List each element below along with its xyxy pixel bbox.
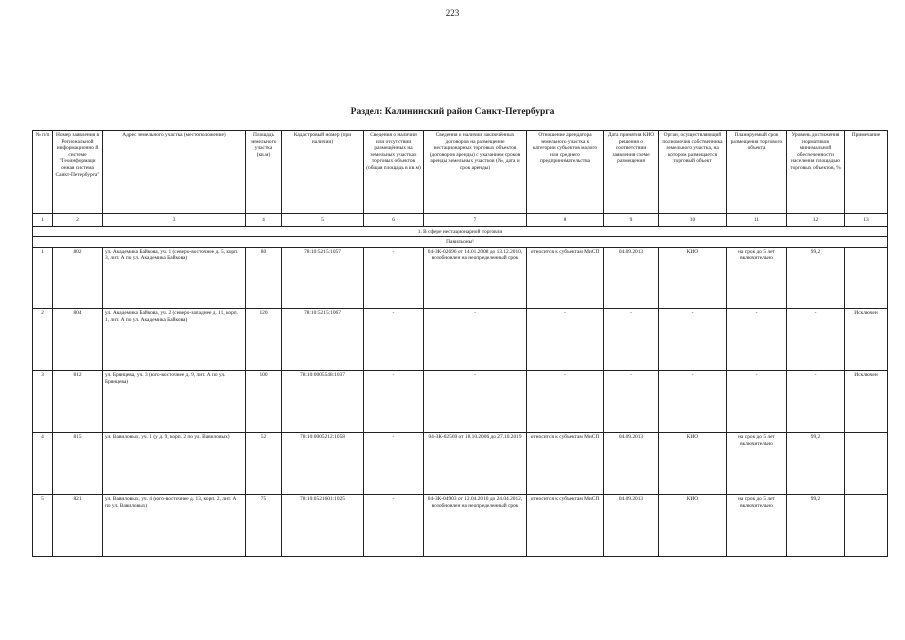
cell-address: ул. Академика Байкова, уч. 1 (северо-восточнее д. 5, корп. 3, лит. А по ул. Академика Байкова) [103,247,246,309]
cell-cadastral-number: 78:10:0005548:1037 [282,371,364,433]
cell-application-number: 821 [53,495,103,557]
cell-application-number: 812 [53,371,103,433]
column-number: 6 [364,214,424,227]
cell-cadastral-number: 78:10:5215:1057 [282,247,364,309]
column-header: Орган, осуществляющий полномочия собственника земельного участка, на котором размещается торговый объект [659,131,727,214]
column-header: Адрес земельного участка (местоположение) [103,131,246,214]
cell-contracts: 04-ЗК-04903 от 12.04.2010 до 24.04.2012, возобновлен на неопределенный срок [424,495,527,557]
column-header: Отношение арендатора земельного участка к категории субъектов малого или среднего предпринимательства [527,131,604,214]
cell-tenant-category: относится к субъектам МиСП [527,495,604,557]
page-number: 223 [445,8,460,18]
register-table [32,130,888,557]
column-number: 11 [727,214,787,227]
cell-planned-term: на срок до 5 лет включительно [727,433,787,495]
cell-planned-term: на срок до 5 лет включительно [727,495,787,557]
cell-authority: - [659,371,727,433]
cell-planned-term: на срок до 5 лет включительно [727,247,787,309]
cell-existing-objects: - [364,247,424,309]
cell-tenant-category: - [527,371,604,433]
cell-provision-level: - [787,371,845,433]
cell-tenant-category: относится к субъектам МиСП [527,433,604,495]
cell-address: ул. Академика Байкова, уч. 2 (северо-западнее д. 11, корп. 1, лит. А по ул. Академика Байкова) [103,309,246,371]
cell-decision-date: - [604,371,659,433]
table-row [33,247,888,309]
cell-cadastral-number: 78:10:0005212:1058 [282,433,364,495]
cell-note [845,433,888,495]
cell-area: 52 [246,433,282,495]
cell-note: Исключен [845,309,888,371]
column-number: 12 [787,214,845,227]
cell-existing-objects: - [364,371,424,433]
cell-contracts: - [424,309,527,371]
column-number: 13 [845,214,888,227]
cell-existing-objects: - [364,309,424,371]
cell-area: 80 [246,247,282,309]
cell-application-number: 804 [53,309,103,371]
column-number-row [33,214,888,227]
column-number: 9 [604,214,659,227]
subsection-row [33,237,888,247]
cell-index: 1 [33,247,53,309]
cell-authority: - [659,309,727,371]
cell-application-number: 802 [53,247,103,309]
column-header: Дата принятия КИО решения о соответствии заявления схеме размещения [604,131,659,214]
column-number: 3 [103,214,246,227]
cell-index: 3 [33,371,53,433]
column-number: 8 [527,214,604,227]
cell-authority: КИО [659,247,727,309]
cell-address: ул. Вавиловых, уч. 1 (у д. 9, корп. 2 по ул. Вавиловых) [103,433,246,495]
column-header: Кадастровый номер (при наличии) [282,131,364,214]
column-header: Примечание [845,131,888,214]
cell-authority: КИО [659,433,727,495]
column-number: 2 [53,214,103,227]
page-title: Раздел: Калининский район Санкт-Петербурга [350,107,555,117]
cell-note [845,495,888,557]
column-header: Площадь земельного участка (кв.м) [246,131,282,214]
column-header: Планируемый срок размещения торгового объекта [727,131,787,214]
cell-index: 4 [33,433,53,495]
section-title: 1. В сфере нестационарной торговли [33,227,888,237]
cell-area: 75 [246,495,282,557]
column-header: Сведения о наличии заключённых договоров на размещение нестационарных торговых объектов (договоров аренды) с указанием сроков аренды земельных участков (№, дата и срок аренды) [424,131,527,214]
cell-contracts: - [424,371,527,433]
cell-area: 120 [246,309,282,371]
cell-planned-term: - [727,371,787,433]
cell-application-number: 815 [53,433,103,495]
cell-address: ул. Брянцева, уч. 3 (юго-восточнее д. 9, лит. А по ул. Брянцева) [103,371,246,433]
cell-note: Исключен [845,371,888,433]
column-header: Сведения о наличии или отсутствии размещённых на земельных участках торговых объектов (общая площадь в кв.м) [364,131,424,214]
cell-decision-date: 04.09.2013 [604,495,659,557]
cell-decision-date: 04.09.2013 [604,247,659,309]
cell-provision-level: - [787,309,845,371]
cell-index: 5 [33,495,53,557]
cell-cadastral-number: 78:10:5215:1067 [282,309,364,371]
column-number: 1 [33,214,53,227]
section-row [33,227,888,237]
cell-existing-objects: - [364,495,424,557]
cell-contracts: 04-ЗК-02696 от 14.01.2008 до 13.12.2010, возобновлен на неопределенный срок [424,247,527,309]
column-number: 7 [424,214,527,227]
cell-decision-date: - [604,309,659,371]
table-row [33,371,888,433]
cell-area: 100 [246,371,282,433]
cell-existing-objects: - [364,433,424,495]
cell-provision-level: 99,2 [787,433,845,495]
cell-cadastral-number: 78:10:0521601:1025 [282,495,364,557]
column-header: № п/п [33,131,53,214]
cell-index: 2 [33,309,53,371]
cell-planned-term: - [727,309,787,371]
cell-authority: КИО [659,495,727,557]
column-header: Номер заявления в Региональной информационно й системе "Геоинформаци онная система Санкт-Петербурга" [53,131,103,214]
cell-decision-date: 04.09.2013 [604,433,659,495]
column-number: 5 [282,214,364,227]
cell-contracts: 04-ЗК-02569 от 18.10.2006 до 27.10.2019 [424,433,527,495]
header-row [33,131,888,214]
table-row [33,309,888,371]
table-row [33,495,888,557]
cell-tenant-category: - [527,309,604,371]
column-number: 4 [246,214,282,227]
column-number: 10 [659,214,727,227]
cell-tenant-category: относится к субъектам МиСП [527,247,604,309]
cell-provision-level: 99,2 [787,247,845,309]
cell-note [845,247,888,309]
cell-provision-level: 99,2 [787,495,845,557]
column-header: Уровень достижения нормативов минимальной обеспеченности населения площадью торговых объектов, % [787,131,845,214]
cell-address: ул. Вавиловых, уч. 4 (юго-восточнее д. 13, корп. 2, лит. А по ул. Вавиловых) [103,495,246,557]
table-row [33,433,888,495]
subsection-title: Павильоны¹ [33,237,888,247]
